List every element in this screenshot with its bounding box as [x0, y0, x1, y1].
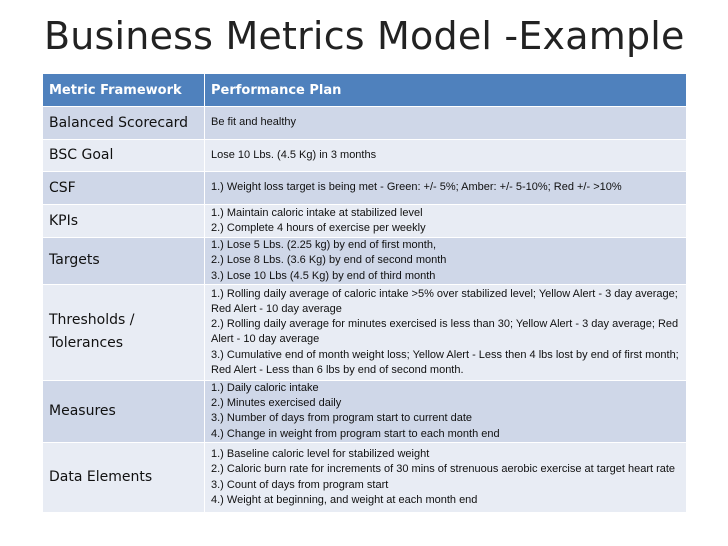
- plan-line: 3.) Number of days from program start to current date: [211, 412, 473, 425]
- metric-framework-cell: CSF: [43, 172, 205, 205]
- plan-line: 1.) Lose 5 Lbs. (2.25 kg) by end of first month,: [211, 239, 437, 251]
- table-row: [43, 107, 687, 140]
- metric-framework-cell: Data Elements: [43, 443, 205, 513]
- performance-plan-cell: [205, 443, 687, 513]
- header-metric-framework: Metric Framework: [43, 74, 205, 107]
- metric-framework-cell: Measures: [43, 380, 205, 442]
- plan-line: 2.) Rolling daily average for minutes exercised is less than 30; Yellow Alert - 3 day average; Red Alert - 10 day average: [211, 318, 679, 346]
- plan-line: 2.) Complete 4 hours of exercise per weekly: [211, 222, 426, 234]
- plan-line: 1.) Baseline caloric level for stabilized weight: [211, 447, 430, 460]
- metric-framework-cell: Balanced Scorecard: [43, 107, 205, 140]
- plan-line: 2.) Lose 8 Lbs. (3.6 Kg) by end of second month: [211, 254, 447, 267]
- metric-framework-cell: BSC Goal: [43, 140, 205, 172]
- table-row: [43, 172, 687, 205]
- table-row: [43, 205, 687, 238]
- table-row: [43, 140, 687, 172]
- header-performance-plan: Performance Plan: [205, 74, 687, 107]
- table-row: [43, 284, 687, 380]
- plan-line: 3.) Lose 10 Lbs (4.5 Kg) by end of third month: [211, 269, 436, 282]
- plan-line: 4.) Weight at beginning, and weight at each month end: [211, 493, 478, 506]
- plan-line: 2.) Minutes exercised daily: [211, 397, 342, 410]
- plan-line: 1.) Daily caloric intake: [211, 381, 319, 394]
- table-header-row: [43, 74, 687, 107]
- table-row: [43, 238, 687, 285]
- plan-line: Lose 10 Lbs. (4.5 Kg) in 3 months: [211, 148, 377, 161]
- performance-plan-cell: [205, 107, 687, 140]
- metric-framework-cell: KPIs: [43, 205, 205, 238]
- performance-plan-cell: [205, 205, 687, 238]
- plan-line: 3.) Count of days from program start: [211, 478, 389, 491]
- performance-plan-cell: [205, 238, 687, 285]
- performance-plan-cell: [205, 140, 687, 172]
- plan-line: 1.) Maintain caloric intake at stabilized level: [211, 206, 423, 219]
- plan-line: 3.) Cumulative end of month weight loss; Yellow Alert - Less then 4 lbs lost by end of first month; Red Alert - Less than 6 lbs by end of second month.: [211, 348, 679, 376]
- plan-line: 4.) Change in weight from program start to each month end: [211, 427, 500, 440]
- table-row: [43, 380, 687, 442]
- performance-plan-cell: [205, 380, 687, 442]
- metrics-table: [42, 73, 687, 513]
- plan-line: 1.) Weight loss target is being met - Green: +/- 5%; Amber: +/- 5-10%; Red +/- >10%: [211, 181, 622, 194]
- performance-plan-cell: [205, 172, 687, 205]
- metric-framework-cell: Targets: [43, 238, 205, 285]
- metric-framework-cell: Thresholds / Tolerances: [43, 284, 205, 380]
- performance-plan-cell: [205, 284, 687, 380]
- table-row: [43, 443, 687, 513]
- slide-title: Business Metrics Model -Example: [44, 14, 685, 58]
- plan-line: 1.) Rolling daily average of caloric intake >5% over stabilized level; Yellow Alert - 3 day average; Red Alert - 10 day average: [211, 287, 678, 315]
- plan-line: 2.) Caloric burn rate for increments of 30 mins of strenuous aerobic exercise at target heart rate: [211, 463, 676, 476]
- table-body: [43, 107, 687, 513]
- plan-line: Be fit and healthy: [211, 116, 297, 129]
